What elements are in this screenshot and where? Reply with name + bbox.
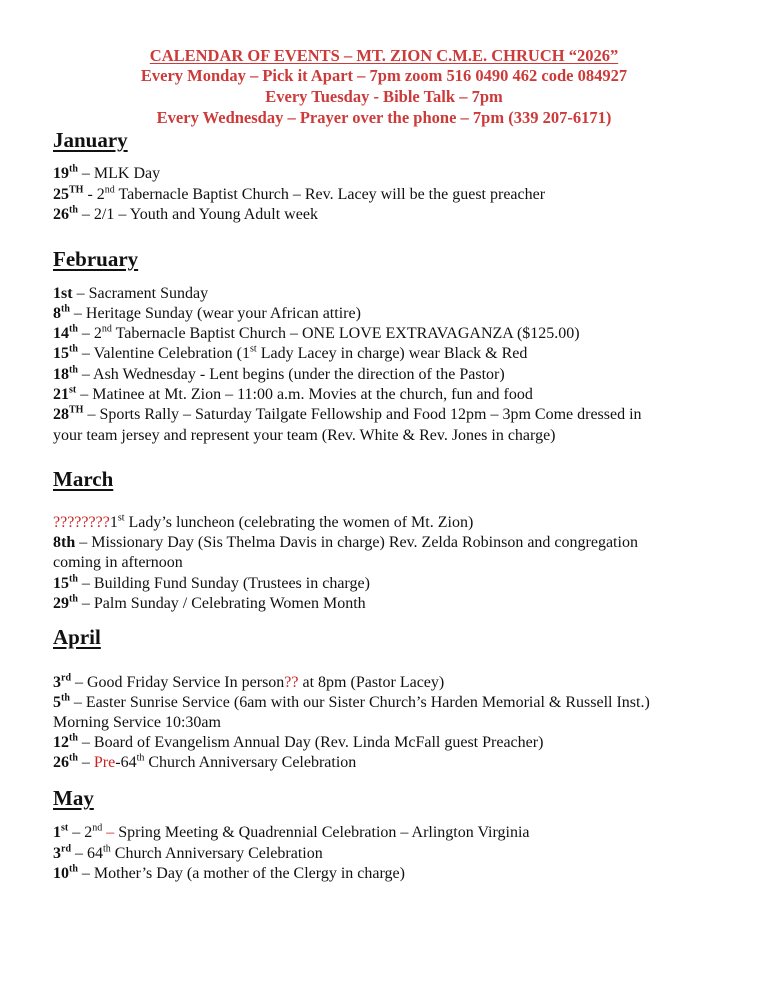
wednesday-event: Every Wednesday – Prayer over the phone – 7pm (339 207-6171) (156, 108, 612, 127)
month-march: March (53, 467, 114, 491)
list-item: 15th – Valentine Celebration (1st Lady Lacey in charge) wear Black & Red (53, 343, 528, 362)
month-april: April (53, 625, 101, 649)
list-item: 19th – MLK Day (53, 163, 161, 182)
list-item: 1st – Sacrament Sunday (53, 285, 209, 302)
list-item-continued: your team jersey and represent your team (Rev. White & Rev. Jones in charge) (53, 427, 556, 444)
list-item: 26th – Pre-64th Church Anniversary Celebration (53, 752, 357, 771)
month-february: February (53, 247, 139, 271)
calendar-title: CALENDAR OF EVENTS – MT. ZION C.M.E. CHRUCH “2026” (149, 46, 619, 65)
list-item: 25TH - 2nd Tabernacle Baptist Church – Rev. Lacey will be the guest preacher (53, 184, 546, 203)
list-item: 1st – 2nd – Spring Meeting & Quadrennial Celebration – Arlington Virginia (53, 822, 530, 841)
list-item-continued: coming in afternoon (53, 554, 183, 571)
list-item: 12th – Board of Evangelism Annual Day (Rev. Linda McFall guest Preacher) (53, 732, 544, 751)
tuesday-event: Every Tuesday - Bible Talk – 7pm (265, 87, 503, 106)
list-item: 3rd – 64th Church Anniversary Celebration (53, 843, 323, 862)
list-item: 28TH – Sports Rally – Saturday Tailgate Fellowship and Food 12pm – 3pm Come dressed in (53, 404, 642, 423)
month-january: January (53, 128, 128, 152)
list-item: 15th – Building Fund Sunday (Trustees in charge) (53, 573, 370, 592)
list-item: 29th – Palm Sunday / Celebrating Women Month (53, 593, 366, 612)
list-item-continued: Morning Service 10:30am (53, 714, 221, 731)
list-item: ????????1st Lady’s luncheon (celebrating the women of Mt. Zion) (53, 512, 474, 531)
list-item: 21st – Matinee at Mt. Zion – 11:00 a.m. Movies at the church, fun and food (53, 384, 533, 403)
list-item: 18th – Ash Wednesday - Lent begins (under the direction of the Pastor) (53, 364, 505, 383)
list-item: 10th – Mother’s Day (a mother of the Clergy in charge) (53, 863, 405, 882)
list-item: 8th – Heritage Sunday (wear your African attire) (53, 303, 361, 322)
list-item: 8th – Missionary Day (Sis Thelma Davis in charge) Rev. Zelda Robinson and congregation (53, 534, 638, 551)
list-item: 3rd – Good Friday Service In person?? at 8pm (Pastor Lacey) (53, 672, 445, 691)
list-item: 5th – Easter Sunrise Service (6am with our Sister Church’s Harden Memorial & Russell Inst.) (53, 692, 650, 711)
month-may: May (53, 786, 94, 810)
monday-event: Every Monday – Pick it Apart – 7pm zoom 516 0490 462 code 084927 (140, 66, 628, 85)
list-item: 26th – 2/1 – Youth and Young Adult week (53, 204, 318, 223)
list-item: 14th – 2nd Tabernacle Baptist Church – ONE LOVE EXTRAVAGANZA ($125.00) (53, 323, 580, 342)
